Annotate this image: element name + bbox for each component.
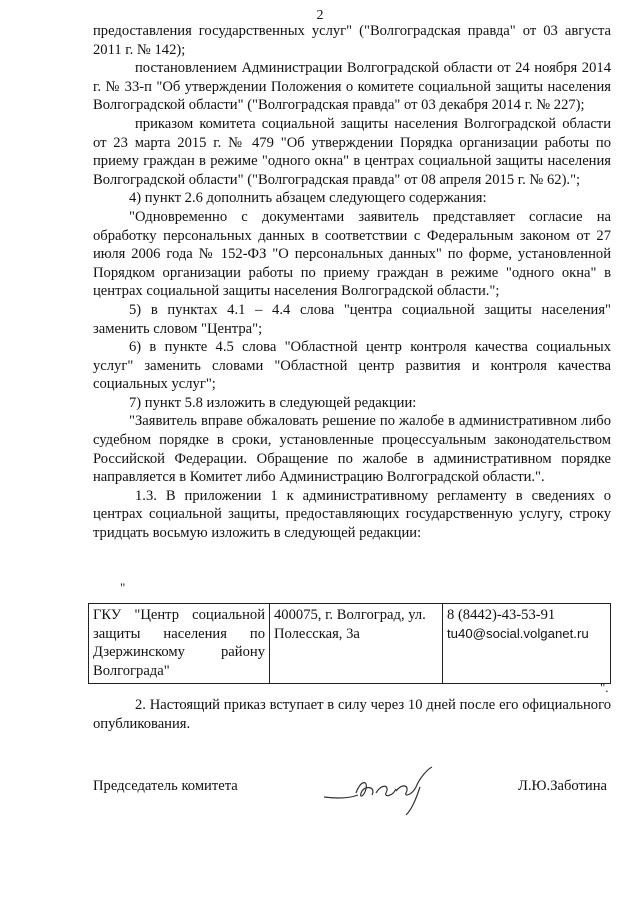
paragraph: 6) в пункте 4.5 слова "Областной центр контроля качества социальных услуг" заменить словами "Областной центр развития и контроля качества социальных услуг"; <box>93 339 611 393</box>
paragraph: постановлением Администрации Волгоградской области от 24 ноября 2014 г. № 33-п "Об утверждении Положения о комитете социальной защиты населения Волгоградской области" ("Волгоградская правда" от 03 декабря 2014 г. № 227); <box>93 60 611 114</box>
document-body <box>93 22 611 543</box>
table-row <box>89 604 611 684</box>
paragraph: 4) пункт 2.6 дополнить абзацем следующего содержания: <box>129 190 487 207</box>
page-number: 2 <box>316 8 324 23</box>
opening-quote: " <box>120 580 126 595</box>
center-name-cell: ГКУ "Центр социальной защиты населения по Дзержинскому району Волгограда" <box>89 604 270 684</box>
phone-number: 8 (8442)-43-53-91 <box>447 607 556 623</box>
paragraph: 1.3. В приложении 1 к административному регламенту в сведениях о центрах социальной защиты, предоставляющих государственную услугу, строку тридцать восьмую изложить в следующей редакции: <box>93 487 611 542</box>
signatory-role: Председатель комитета <box>93 778 238 794</box>
paragraph: 7) пункт 5.8 изложить в следующей редакции: <box>129 394 417 411</box>
email-address: tu40@social.volganet.ru <box>447 625 589 641</box>
paragraph: приказом комитета социальной защиты населения Волгоградской области от 23 марта 2015 г. № 479 "Об утверждении Порядка организации работы по приему граждан в режиме "одного окна" в центрах социальной защиты населения Волгоградской области" ("Волгоградская правда" от 08 апреля 2015 г. № 62)."; <box>93 115 611 188</box>
handwritten-signature <box>320 757 455 817</box>
center-contacts-cell <box>443 604 611 684</box>
paragraph: "Заявитель вправе обжаловать решение по жалобе в административном либо судебном порядке в сроки, установленные процессуальным законодательством Российской Федерации. Обращение по жалобе в административном порядке направляется в Комитет либо Администрацию Волгоградской области.". <box>93 413 611 486</box>
center-contacts-table <box>88 603 611 684</box>
paragraph: "Одновременно с документами заявитель представляет согласие на обработку персональных данных в соответствии с Федеральным законом от 27 июля 2006 года № 152-ФЗ "О персональных данных" по форме, установленной Порядком организации работы по приему граждан в режиме "одного окна" в центрах социальной защиты населения Волгоградской области."; <box>93 208 611 300</box>
paragraph: предоставления государственных услуг" ("Волгоградская правда" от 03 августа 2011 г. № 142); <box>93 23 611 58</box>
closing-quote: ". <box>600 680 609 695</box>
signatory-name: Л.Ю.Заботина <box>518 778 607 794</box>
final-paragraph: 2. Настоящий приказ вступает в силу через 10 дней после его официального опубликования. <box>93 697 611 732</box>
center-address-cell: 400075, г. Волгоград, ул. Полесская, 3а <box>270 604 443 684</box>
paragraph: 5) в пунктах 4.1 – 4.4 слова "центра социальной защиты населения" заменить словом "Центра"; <box>93 301 611 337</box>
